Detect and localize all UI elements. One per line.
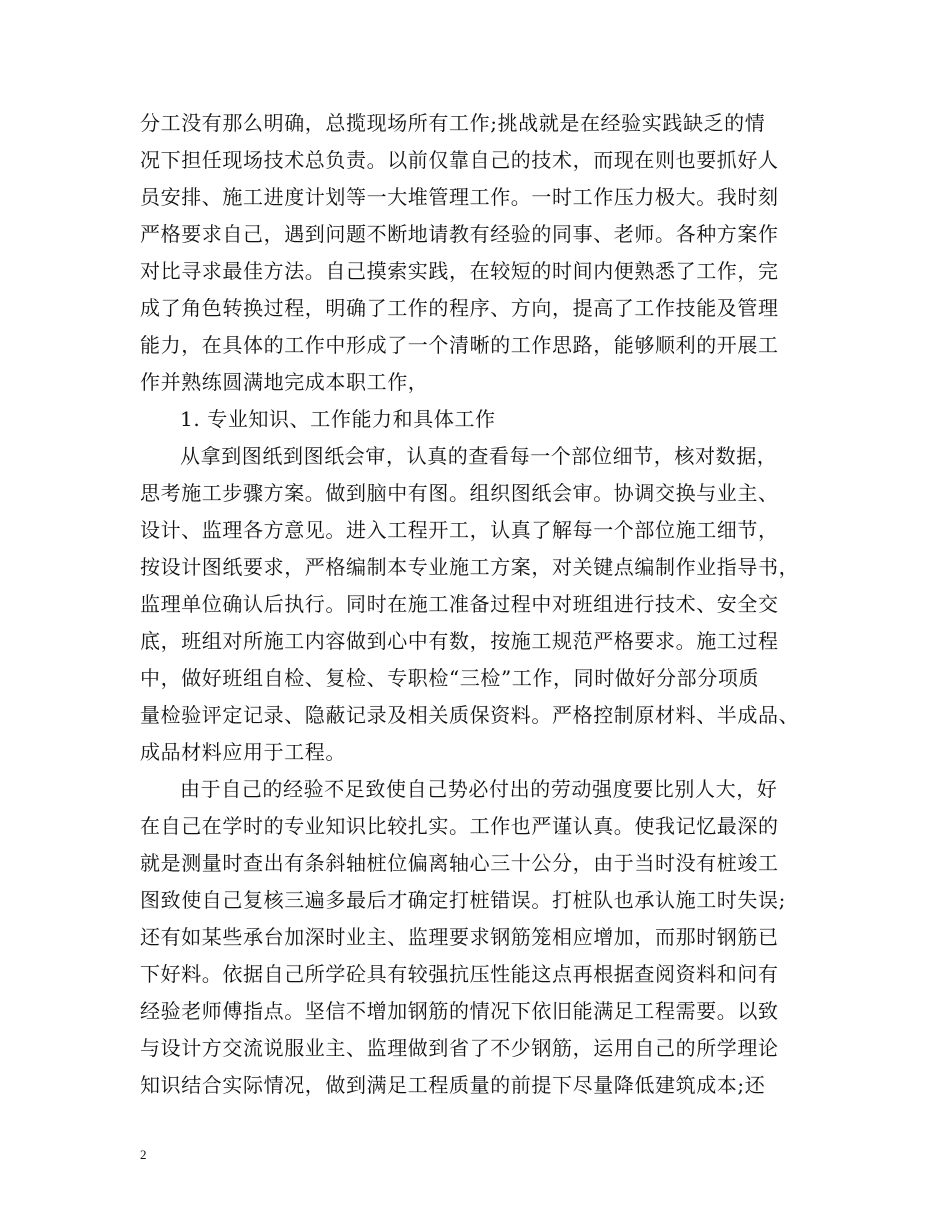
text-line: 监理单位确认后执行。同时在施工准备过程中对班组进行技术、安全交: [140, 592, 779, 616]
page-number: 2: [140, 1147, 147, 1162]
text-line: 就是测量时查出有条斜轴桩位偏离轴心三十公分，由于当时没有桩竣工: [140, 851, 779, 875]
text-line: 知识结合实际情况，做到满足工程质量的前提下尽量降低建筑成本;还: [140, 1073, 766, 1097]
text-line: 底，班组对所施工内容做到心中有数，按施工规范严格要求。施工过程: [140, 629, 779, 653]
text-line: 设计、监理各方意见。进入工程开工，认真了解每一个部位施工细节，: [140, 518, 779, 542]
text-line: 分工没有那么明确，总揽现场所有工作;挑战就是在经验实践缺乏的情: [140, 111, 766, 135]
text-line: 能力，在具体的工作中形成了一个清晰的工作思路，能够顺利的开展工: [140, 333, 779, 357]
text-line: 员安排、施工进度计划等一大堆管理工作。一时工作压力极大。我时刻: [140, 185, 779, 209]
text-line: 还有如某些承台加深时业主、监理要求钢筋笼相应增加，而那时钢筋已: [140, 925, 779, 949]
text-line: 思考施工步骤方案。做到脑中有图。组织图纸会审。协调交换与业主、: [140, 481, 779, 505]
text-line: 按设计图纸要求，严格编制本专业施工方案，对关键点编制作业指导书，: [140, 555, 800, 579]
text-line: 成了角色转换过程，明确了工作的程序、方向，提高了工作技能及管理: [140, 296, 779, 320]
text-line: 下好料。依据自己所学砼具有较强抗压性能这点再根据查阅资料和问有: [140, 962, 779, 986]
text-line: 量检验评定记录、隐蔽记录及相关质保资料。严格控制原材料、半成品、: [140, 703, 800, 727]
text-line: 严格要求自己，遇到问题不断地请教有经验的同事、老师。各种方案作: [140, 222, 779, 246]
text-line: 对比寻求最佳方法。自己摸索实践，在较短的时间内便熟悉了工作，完: [140, 259, 779, 283]
section-heading: 1. 专业知识、工作能力和具体工作: [180, 407, 496, 431]
text-line: 从拿到图纸到图纸会审，认真的查看每一个部位细节，核对数据，: [180, 444, 778, 468]
text-line: 由于自己的经验不足致使自己势必付出的劳动强度要比别人大，好: [180, 777, 778, 801]
text-line: 成品材料应用于工程。: [140, 740, 346, 764]
text-line: 与设计方交流说服业主、监理做到省了不少钢筋，运用自己的所学理论: [140, 1036, 779, 1060]
text-line: 中，做好班组自检、复检、专职检“三检”工作，同时做好分部分项质: [140, 666, 760, 690]
text-line: 在自己在学时的专业知识比较扎实。工作也严谨认真。使我记忆最深的: [140, 814, 779, 838]
text-line: 图致使自己复核三遍多最后才确定打桩错误。打桩队也承认施工时失误;: [140, 888, 786, 912]
text-line: 作并熟练圆满地完成本职工作，: [140, 370, 429, 394]
text-line: 况下担任现场技术总负责。以前仅靠自己的技术，而现在则也要抓好人: [140, 148, 779, 172]
text-line: 经验老师傅指点。坚信不增加钢筋的情况下依旧能满足工程需要。以致: [140, 999, 779, 1023]
